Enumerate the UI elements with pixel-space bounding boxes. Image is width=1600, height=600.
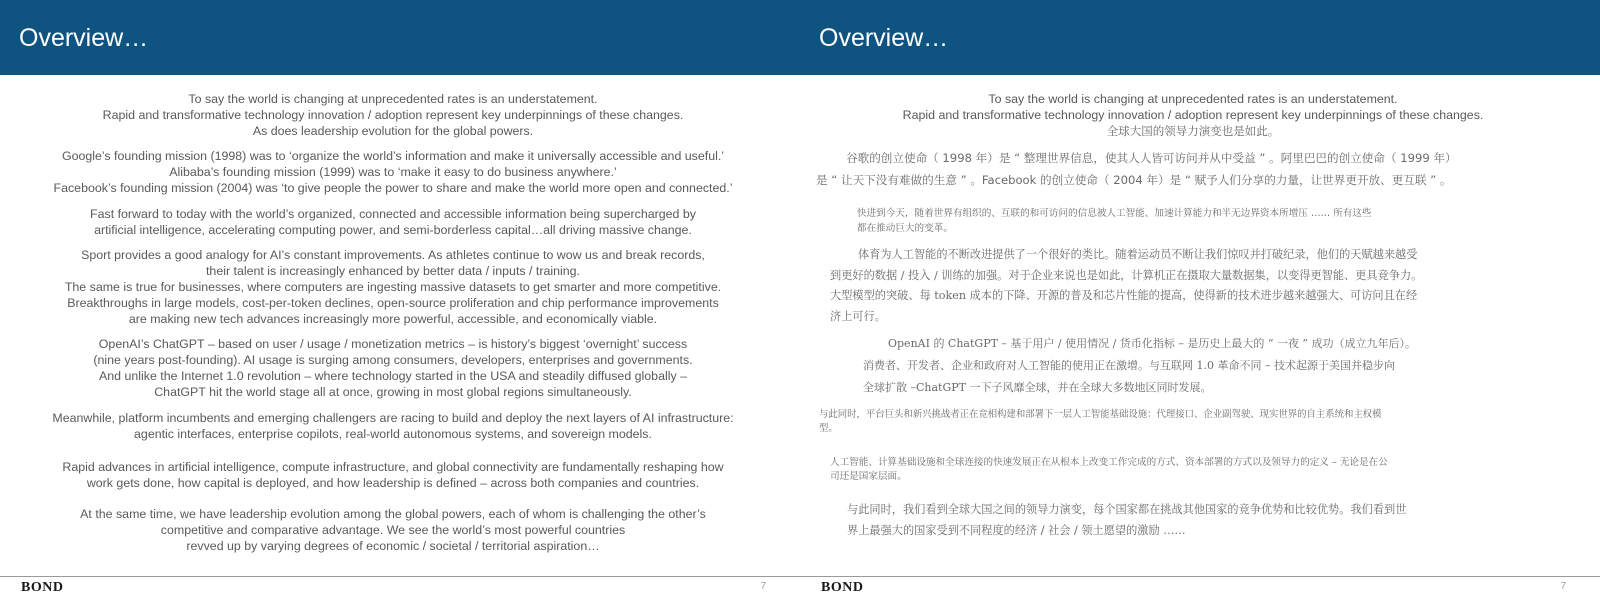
text-line: competitive and comparative advantage. We see the world’s most powerful countries	[160, 523, 626, 537]
text-line: 消费者、开发者、企业和政府对人工智能的使用正在激增。与互联网 1.0 革命不同 – 技术起源于美国并稳步向	[863, 359, 1395, 372]
text-line: Google’s founding mission (1998) was to ‘organize the world’s information and make it universally accessible and useful.’	[61, 149, 725, 163]
paragraph-founding-missions	[0, 148, 786, 196]
text-line: And unlike the Internet 1.0 revolution – where technology started in the USA and steadily diffused globally –	[98, 369, 688, 383]
header-bar	[0, 0, 800, 75]
paragraph-sport-analogy	[0, 247, 786, 327]
page-number: 7	[1560, 581, 1566, 592]
text-line: Rapid and transformative technology innovation / adoption represent key underpinnings of these changes.	[902, 108, 1484, 122]
paragraph-chatgpt	[0, 336, 786, 400]
slide-chinese	[800, 0, 1600, 600]
text-line: Breakthroughs in large models, cost-per-token declines, open-source proliferation and chip performance improvements	[67, 296, 719, 310]
paragraph-leadership	[0, 506, 786, 554]
page-title: Overview…	[819, 24, 949, 52]
text-line: 体育为人工智能的不断改进提供了一个很好的类比。随着运动员不断让我们惊叹并打破纪录，他们的天赋越来越受	[858, 248, 1418, 261]
paragraph-chatgpt	[863, 333, 1578, 399]
paragraph-fast-forward	[0, 206, 786, 238]
text-line: OpenAI’s ChatGPT – based on user / usage / monetization metrics – is history’s biggest ‘overnight’ success	[98, 337, 688, 351]
text-line: Fast forward to today with the world’s organized, connected and accessible information being supercharged by	[90, 207, 696, 221]
footer-divider	[0, 576, 800, 577]
paragraph-founding-missions	[816, 147, 1586, 191]
paragraph-intro	[0, 91, 786, 139]
paragraph-sport-analogy	[830, 245, 1570, 327]
paragraph-rapid-advances	[0, 459, 786, 491]
paragraph-rapid-advances	[830, 456, 1580, 484]
text-line: 全球扩散 –ChatGPT 一下子风靡全球，并在全球大多数地区同时发展。	[863, 381, 1212, 394]
text-line: (nine years post-founding). AI usage is surging among consumers, developers, enterprises and governments.	[93, 353, 693, 367]
text-line: At the same time, we have leadership evolution among the global powers, each of whom is challenging the other’s	[80, 507, 706, 521]
bond-logo: BOND	[21, 580, 64, 595]
paragraph-fast-forward	[857, 206, 1577, 236]
paragraph-infrastructure	[819, 408, 1579, 436]
text-line: Sport provides a good analogy for AI’s constant improvements. As athletes continue to wow us and break records,	[81, 248, 705, 262]
text-line: 到更好的数据 / 投入 / 训练的加强。对于企业来说也是如此，计算机正在摄取大量数据集，以变得更智能、更具竞争力。	[830, 268, 1423, 282]
text-line: Rapid advances in artificial intelligence, compute infrastructure, and global connectivity are fundamentally reshaping how	[62, 460, 724, 474]
text-line: their talent is increasingly enhanced by better data / inputs / training.	[205, 264, 580, 278]
text-line: 济上可行。	[830, 309, 886, 323]
text-line: 是 “ 让天下没有难做的生意 ” 。Facebook 的创立使命（ 2004 年）是 “ 赋予人们分享的力量，让世界更开放、更互联 ” 。	[816, 173, 1452, 187]
text-line: are making new tech advances increasingly more powerful, accessible, and economically viable.	[128, 312, 658, 326]
paragraph-intro	[800, 91, 1586, 139]
bond-logo: BOND	[821, 580, 864, 595]
text-line: Facebook’s founding mission (2004) was ‘to give people the power to share and make the world more open and connected.’	[53, 181, 733, 195]
text-line: 都在推动巨大的变革。	[857, 223, 953, 234]
text-line: Alibaba’s founding mission (1999) was to ‘make it easy to do business anywhere.’	[169, 165, 617, 179]
text-line: 界上最强大的国家受到不同程度的经济 / 社会 / 领土愿望的激励 ……	[847, 524, 1186, 537]
footer-divider	[800, 576, 1600, 577]
text-line: artificial intelligence, accelerating computing power, and semi-borderless capital…all driving massive change.	[94, 223, 692, 237]
text-line: 型。	[819, 423, 838, 434]
page-number: 7	[760, 581, 766, 592]
text-line: 快进到今天，随着世界有组织的、互联的和可访问的信息被人工智能、加速计算能力和半无边界资本所增压 …… 所有这些	[857, 208, 1372, 219]
paragraph-leadership	[847, 499, 1577, 541]
text-line: As does leadership evolution for the global powers.	[252, 124, 534, 138]
text-line: work gets done, how capital is deployed, and how leadership is defined – across both companies and countries.	[86, 476, 700, 490]
text-line: agentic interfaces, enterprise copilots, real-world autonomous systems, and sovereign models.	[134, 427, 652, 441]
text-line: To say the world is changing at unprecedented rates is an understatement.	[188, 92, 598, 106]
text-line: Meanwhile, platform incumbents and emerging challengers are racing to build and deploy the next layers of AI infrastructure:	[52, 411, 734, 425]
text-line: OpenAI 的 ChatGPT – 基于用户 / 使用情况 / 货币化指标 – 是历史上最大的 “ 一夜 ” 成功（成立九年后）。	[888, 337, 1417, 350]
text-line: 人工智能、计算基础设施和全球连接的快速发展正在从根本上改变工作完成的方式、资本部署的方式以及领导力的定义 – 无论是在公	[830, 457, 1388, 468]
text-line: 与此同时，我们看到全球大国之间的领导力演变，每个国家都在挑战其他国家的竞争优势和比较优势。我们看到世	[847, 503, 1407, 516]
header-bar	[800, 0, 1600, 75]
text-line: ChatGPT hit the world stage all at once, growing in most global regions simultaneously.	[154, 385, 632, 399]
text-line: 司还是国家层面。	[830, 471, 907, 482]
text-line: 与此同时，平台巨头和新兴挑战者正在竞相构建和部署下一层人工智能基础设施：代理接口、企业副驾驶、现实世界的自主系统和主权模	[819, 409, 1382, 420]
text-line: 大型模型的突破、每 token 成本的下降、开源的普及和芯片性能的提高，使得新的技术进步越来越强大、可访问且在经	[830, 289, 1418, 302]
text-line: revved up by varying degrees of economic / societal / territorial aspiration…	[186, 539, 600, 553]
text-line: To say the world is changing at unprecedented rates is an understatement.	[988, 92, 1398, 106]
text-line: The same is true for businesses, where computers are ingesting massive datasets to get smarter and more competitive.	[64, 280, 722, 294]
text-line: 全球大国的领导力演变也是如此。	[1106, 124, 1280, 138]
text-line: Rapid and transformative technology innovation / adoption represent key underpinnings of these changes.	[102, 108, 684, 122]
text-line: 谷歌的创立使命（ 1998 年）是 “ 整理世界信息，使其人人皆可访问并从中受益 ” 。阿里巴巴的创立使命（ 1999 年）	[846, 151, 1457, 165]
page-title: Overview…	[19, 24, 149, 52]
paragraph-infrastructure	[0, 410, 786, 442]
